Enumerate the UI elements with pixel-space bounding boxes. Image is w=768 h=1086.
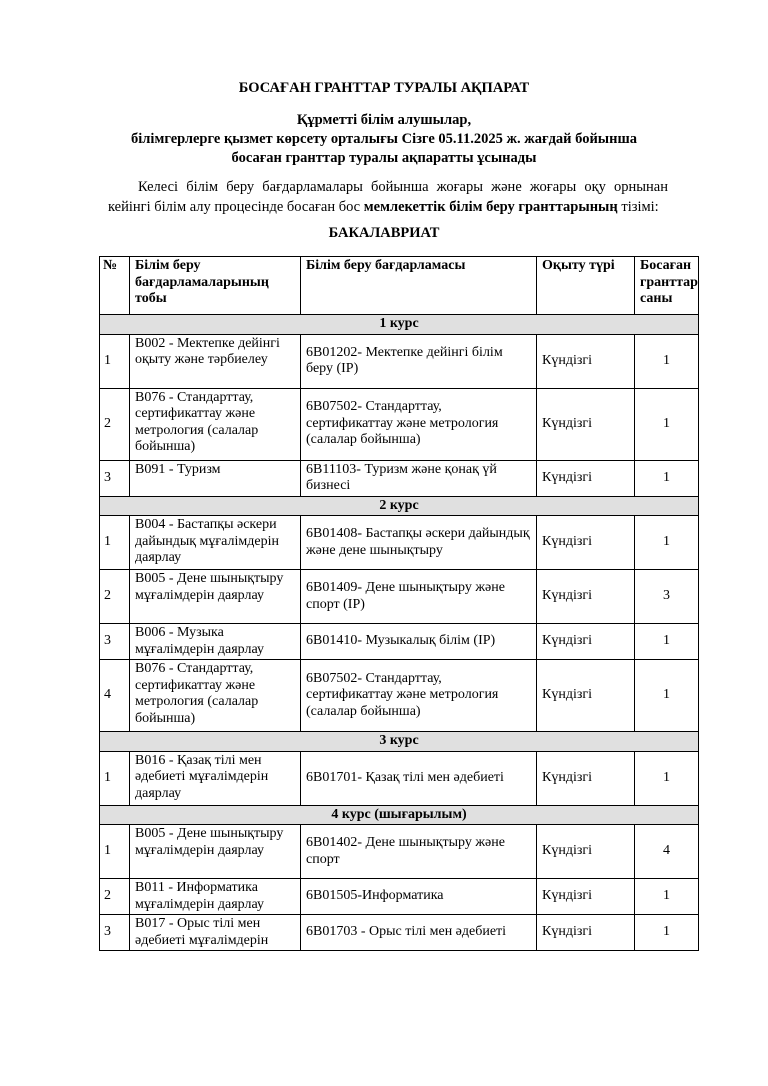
header-form: Оқыту түрі (537, 257, 635, 315)
row-number: 1 (100, 516, 130, 570)
table-header-row (100, 257, 699, 315)
row-number: 3 (100, 915, 130, 951)
study-form: Күндізгі (537, 825, 635, 879)
study-form: Күндізгі (537, 460, 635, 496)
program-group: В016 - Қазақ тілі мен әдебиеті мұғалімдерін даярлау (130, 751, 301, 805)
course-header-row (100, 496, 699, 516)
program-name: 6В01703 - Орыс тілі мен әдебиеті (301, 915, 537, 951)
row-number: 2 (100, 570, 130, 624)
intro-text: Келесі білім беру бағдарламалары бойынша жоғары және жоғары оқу орнынан кейінгі білім алу процесінде босаған бос (108, 179, 668, 215)
header-count: Босаған гранттар саны (635, 257, 699, 315)
program-group: В091 - Туризм (130, 460, 301, 496)
table-row (100, 570, 699, 624)
program-name: 6В11103- Туризм және қонақ үй бизнесі (301, 460, 537, 496)
program-name: 6В07502- Стандарттау, сертификаттау және метрология (салалар бойынша) (301, 660, 537, 732)
grant-count: 1 (635, 334, 699, 388)
grant-count: 1 (635, 751, 699, 805)
row-number: 4 (100, 660, 130, 732)
study-form: Күндізгі (537, 388, 635, 460)
greeting-line: босаған гранттар туралы ақпаратты ұсынады (231, 150, 537, 166)
row-number: 1 (100, 825, 130, 879)
row-number: 2 (100, 879, 130, 915)
document-title: БОСАҒАН ГРАНТТАР ТУРАЛЫ АҚПАРАТ (238, 80, 530, 96)
grants-table (99, 256, 699, 951)
study-form: Күндізгі (537, 660, 635, 732)
program-name: 6В01408- Бастапқы әскери дайындық және дене шынықтыру (301, 516, 537, 570)
course-header-row (100, 805, 699, 825)
course-label: 3 курс (100, 732, 699, 752)
program-group: В076 - Стандарттау, сертификаттау және метрология (салалар бойынша) (130, 660, 301, 732)
grant-count: 1 (635, 879, 699, 915)
program-group: В002 - Мектепке дейінгі оқыту және тәрбиелеу (130, 334, 301, 388)
course-label: 2 курс (100, 496, 699, 516)
grant-count: 1 (635, 624, 699, 660)
program-name: 6В01505-Информатика (301, 879, 537, 915)
program-name: 6В01410- Музыкалық білім (ІР) (301, 624, 537, 660)
course-header-row (100, 315, 699, 335)
greeting-block (0, 111, 768, 168)
table-row (100, 516, 699, 570)
program-group: В076 - Стандарттау, сертификаттау және метрология (салалар бойынша) (130, 388, 301, 460)
grant-count: 1 (635, 460, 699, 496)
greeting-line: Құрметті білім алушылар, (296, 112, 472, 128)
row-number: 1 (100, 334, 130, 388)
table-row (100, 460, 699, 496)
study-form: Күндізгі (537, 334, 635, 388)
greeting-line: білімгерлерге қызмет көрсету орталығы Сізге 05.11.2025 ж. жағдай бойынша (131, 131, 637, 147)
study-form: Күндізгі (537, 570, 635, 624)
header-program: Білім беру бағдарламасы (301, 257, 537, 315)
header-num: № (100, 257, 130, 315)
study-form: Күндізгі (537, 624, 635, 660)
grant-count: 1 (635, 660, 699, 732)
table-row (100, 334, 699, 388)
table-row (100, 660, 699, 732)
study-form: Күндізгі (537, 516, 635, 570)
program-name: 6В01402- Дене шынықтыру және спорт (301, 825, 537, 879)
grant-count: 1 (635, 388, 699, 460)
table-row (100, 624, 699, 660)
intro-paragraph (108, 177, 668, 217)
table-row (100, 825, 699, 879)
program-group: В017 - Орыс тілі мен әдебиеті мұғалімдерін (130, 915, 301, 951)
program-name: 6В01202- Мектепке дейінгі білім беру (ІР) (301, 334, 537, 388)
program-group: В004 - Бастапқы әскери дайындық мұғалімдерін даярлау (130, 516, 301, 570)
table-row (100, 879, 699, 915)
program-group: В006 - Музыка мұғалімдерін даярлау (130, 624, 301, 660)
course-header-row (100, 732, 699, 752)
header-group: Білім беру бағдарламаларының тобы (130, 257, 301, 315)
grant-count: 1 (635, 915, 699, 951)
table-row (100, 388, 699, 460)
table-row (100, 915, 699, 951)
row-number: 2 (100, 388, 130, 460)
intro-bold-text: мемлекеттік білім беру гранттарының (363, 199, 618, 215)
row-number: 1 (100, 751, 130, 805)
table-row (100, 751, 699, 805)
level-title: БАКАЛАВРИАТ (328, 225, 440, 241)
grant-count: 4 (635, 825, 699, 879)
course-label: 4 курс (шығарылым) (100, 805, 699, 825)
row-number: 3 (100, 624, 130, 660)
table-body (100, 315, 699, 951)
study-form: Күндізгі (537, 751, 635, 805)
grant-count: 1 (635, 516, 699, 570)
row-number: 3 (100, 460, 130, 496)
program-name: 6В01701- Қазақ тілі мен әдебиеті (301, 751, 537, 805)
program-group: В005 - Дене шынықтыру мұғалімдерін даярлау (130, 570, 301, 624)
program-group: В011 - Информатика мұғалімдерін даярлау (130, 879, 301, 915)
study-form: Күндізгі (537, 879, 635, 915)
grant-count: 3 (635, 570, 699, 624)
intro-text-end: тізімі: (617, 199, 659, 215)
study-form: Күндізгі (537, 915, 635, 951)
course-label: 1 курс (100, 315, 699, 335)
program-name: 6В07502- Стандарттау, сертификаттау және метрология (салалар бойынша) (301, 388, 537, 460)
program-group: В005 - Дене шынықтыру мұғалімдерін даярлау (130, 825, 301, 879)
program-name: 6В01409- Дене шынықтыру және спорт (ІР) (301, 570, 537, 624)
